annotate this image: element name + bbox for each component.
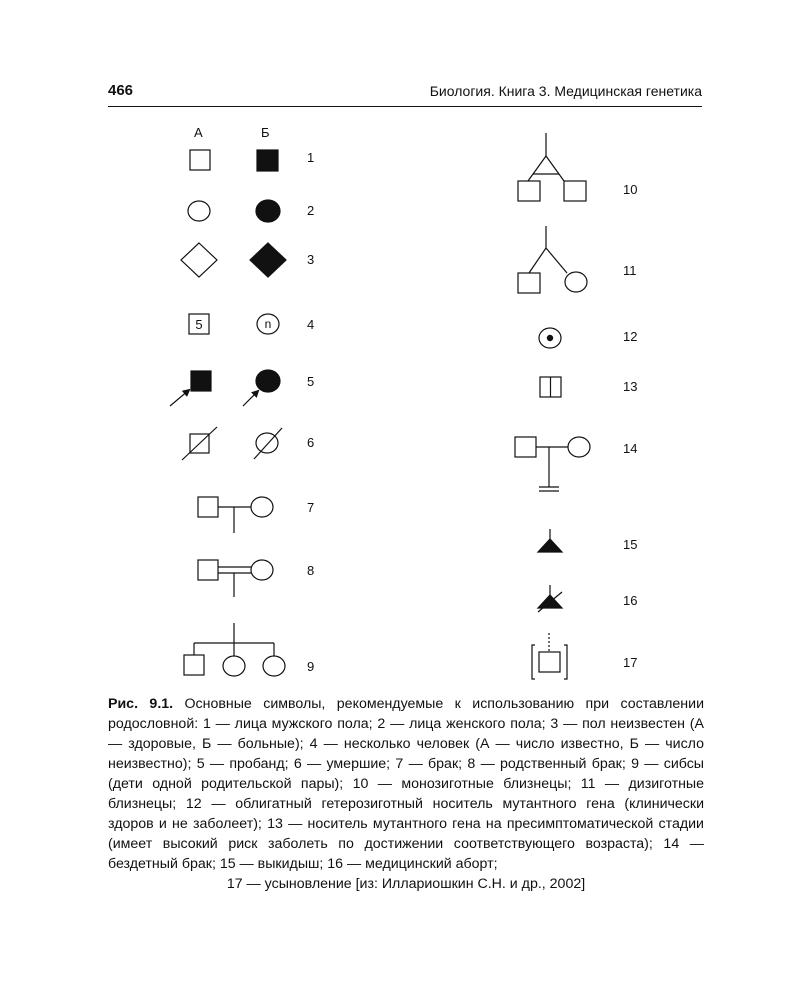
item-number-14: 14 bbox=[623, 441, 638, 456]
miscarriage-symbol bbox=[538, 529, 562, 552]
presymptomatic-carrier-symbol bbox=[540, 377, 561, 397]
column-b-label: Б bbox=[261, 125, 270, 140]
column-a-label: А bbox=[194, 125, 203, 140]
item-number-13: 13 bbox=[623, 379, 638, 394]
monozygotic-twins-symbol bbox=[518, 133, 586, 201]
item-number-5: 5 bbox=[307, 374, 315, 389]
item-number-10: 10 bbox=[623, 182, 638, 197]
consanguineous-marriage-symbol bbox=[198, 560, 273, 597]
item-number-2: 2 bbox=[307, 203, 315, 218]
childless-marriage-symbol bbox=[515, 437, 590, 491]
item-number-7: 7 bbox=[307, 500, 315, 515]
female-healthy-symbol bbox=[188, 201, 210, 221]
known-count-label: 5 bbox=[195, 317, 203, 332]
item-number-9: 9 bbox=[307, 659, 315, 674]
item-number-6: 6 bbox=[307, 435, 315, 450]
running-title: Биология. Книга 3. Медицинская генетика bbox=[429, 83, 702, 99]
item-number-4: 4 bbox=[307, 317, 315, 332]
deceased-female-symbol bbox=[254, 428, 282, 459]
item-number-1: 1 bbox=[307, 150, 315, 165]
medical-abortion-symbol bbox=[538, 585, 562, 612]
obligate-carrier-symbol bbox=[539, 328, 561, 348]
proband-female-symbol bbox=[243, 370, 280, 406]
item-number-3: 3 bbox=[307, 252, 315, 267]
adoption-symbol bbox=[532, 633, 567, 679]
item-number-16: 16 bbox=[623, 593, 638, 608]
item-number-15: 15 bbox=[623, 537, 638, 552]
page-number: 466 bbox=[108, 82, 134, 99]
siblings-symbol bbox=[184, 623, 285, 676]
male-healthy-symbol bbox=[190, 150, 210, 170]
figure-caption bbox=[108, 694, 704, 894]
caption-label: Рис. 9.1. bbox=[108, 696, 174, 712]
dizygotic-twins-symbol bbox=[518, 226, 587, 293]
caption-last-line: 17 — усыновление [из: Иллариошкин С.Н. и др., 2002] bbox=[226, 876, 586, 892]
item-number-8: 8 bbox=[307, 563, 315, 578]
proband-male-symbol bbox=[170, 371, 211, 406]
item-number-12: 12 bbox=[623, 329, 638, 344]
female-affected-symbol bbox=[256, 200, 280, 222]
marriage-symbol bbox=[198, 497, 273, 533]
caption-text: Основные символы, рекомендуемые к использованию при составлении родословной: 1 — лица мужского пола; 2 — лица женского пола; 3 — пол неизвестен (А — здоровые, Б — больные); 4 — несколько человек (А — число известно, Б — число неизвестно); 5 — пробанд; 6 — умершие; 7 — брак; 8 — родственный брак; 9 — сибсы (дети одной родительской пары); 10 — монозиготные близнецы; 11 — дизиготные близнецы; 12 — облигатный гетерозиготный носитель мутантного гена (клинически здоров и не заболеет); 13 — носитель мутантного гена на пресимптоматической стадии (имеет высокий риск заболеть по достижении соответствующего возраста); 14 — бездетный брак; 15 — выкидыш; 16 — медицинский аборт; bbox=[108, 696, 704, 872]
unknown-count-label: n bbox=[264, 317, 272, 331]
item-number-11: 11 bbox=[623, 263, 637, 278]
deceased-male-symbol bbox=[182, 427, 217, 460]
item-number-17: 17 bbox=[623, 655, 638, 670]
sex-unknown-affected-symbol bbox=[250, 243, 286, 277]
sex-unknown-healthy-symbol bbox=[181, 243, 217, 277]
male-affected-symbol bbox=[257, 150, 278, 171]
